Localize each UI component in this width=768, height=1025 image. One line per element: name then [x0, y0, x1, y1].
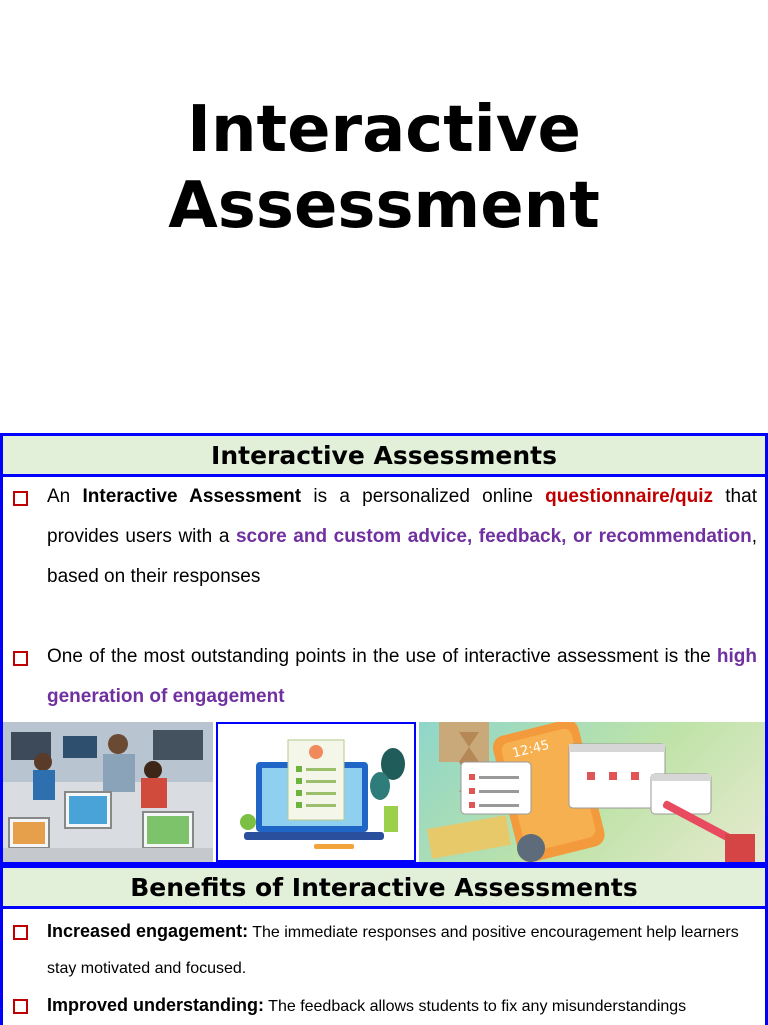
- phone-clock-text: 12:45: [510, 737, 551, 762]
- highlight-score-advice: score and custom advice, feedback, or recommendation: [235, 526, 752, 547]
- highlight-questionnaire: questionnaire/quiz: [545, 486, 714, 507]
- benefit-lead: Increased engagement:: [47, 921, 249, 941]
- main-title: [0, 92, 768, 244]
- benefit-text: The feedback allows students to fix any misunderstandings: [264, 998, 687, 1015]
- benefit-item: [3, 987, 765, 1025]
- text: is a personalized online: [301, 486, 546, 507]
- main-title-line1: Interactive: [187, 93, 581, 167]
- title-slide: [0, 0, 768, 432]
- slide-heading: Interactive Assessments: [3, 436, 765, 477]
- text: , based on their responses: [47, 526, 758, 587]
- image-strip: [3, 722, 765, 862]
- bullet-engagement: [3, 637, 765, 717]
- classroom-computers-image: [3, 722, 213, 862]
- phone-quiz-image: [419, 722, 765, 862]
- bullet-definition: [3, 477, 765, 597]
- main-title-line2: Assessment: [168, 169, 600, 243]
- benefit-lead: Improved understanding:: [47, 995, 265, 1015]
- text: that provides users with a: [47, 486, 757, 547]
- benefit-text: The immediate responses and positive encouragement help learners stay motivated and focused.: [47, 924, 739, 977]
- benefit-item: [3, 913, 765, 987]
- checkbox-bullet-icon: [13, 925, 28, 940]
- slide-benefits: [0, 865, 768, 1025]
- laptop-checklist-image: [216, 722, 416, 862]
- term-interactive-assessment: Interactive Assessment: [82, 486, 302, 507]
- bullet-list: [3, 477, 765, 717]
- highlight-engagement: high generation of engagement: [47, 646, 757, 707]
- slide-interactive-assessments: [0, 433, 768, 865]
- slide-heading: Benefits of Interactive Assessments: [3, 868, 765, 909]
- benefits-list: [3, 909, 765, 1025]
- checkbox-bullet-icon: [13, 651, 28, 666]
- checkbox-bullet-icon: [13, 491, 28, 506]
- text: One of the most outstanding points in the use of interactive assessment is the: [47, 646, 717, 667]
- text: An: [47, 486, 83, 507]
- checkbox-bullet-icon: [13, 999, 28, 1014]
